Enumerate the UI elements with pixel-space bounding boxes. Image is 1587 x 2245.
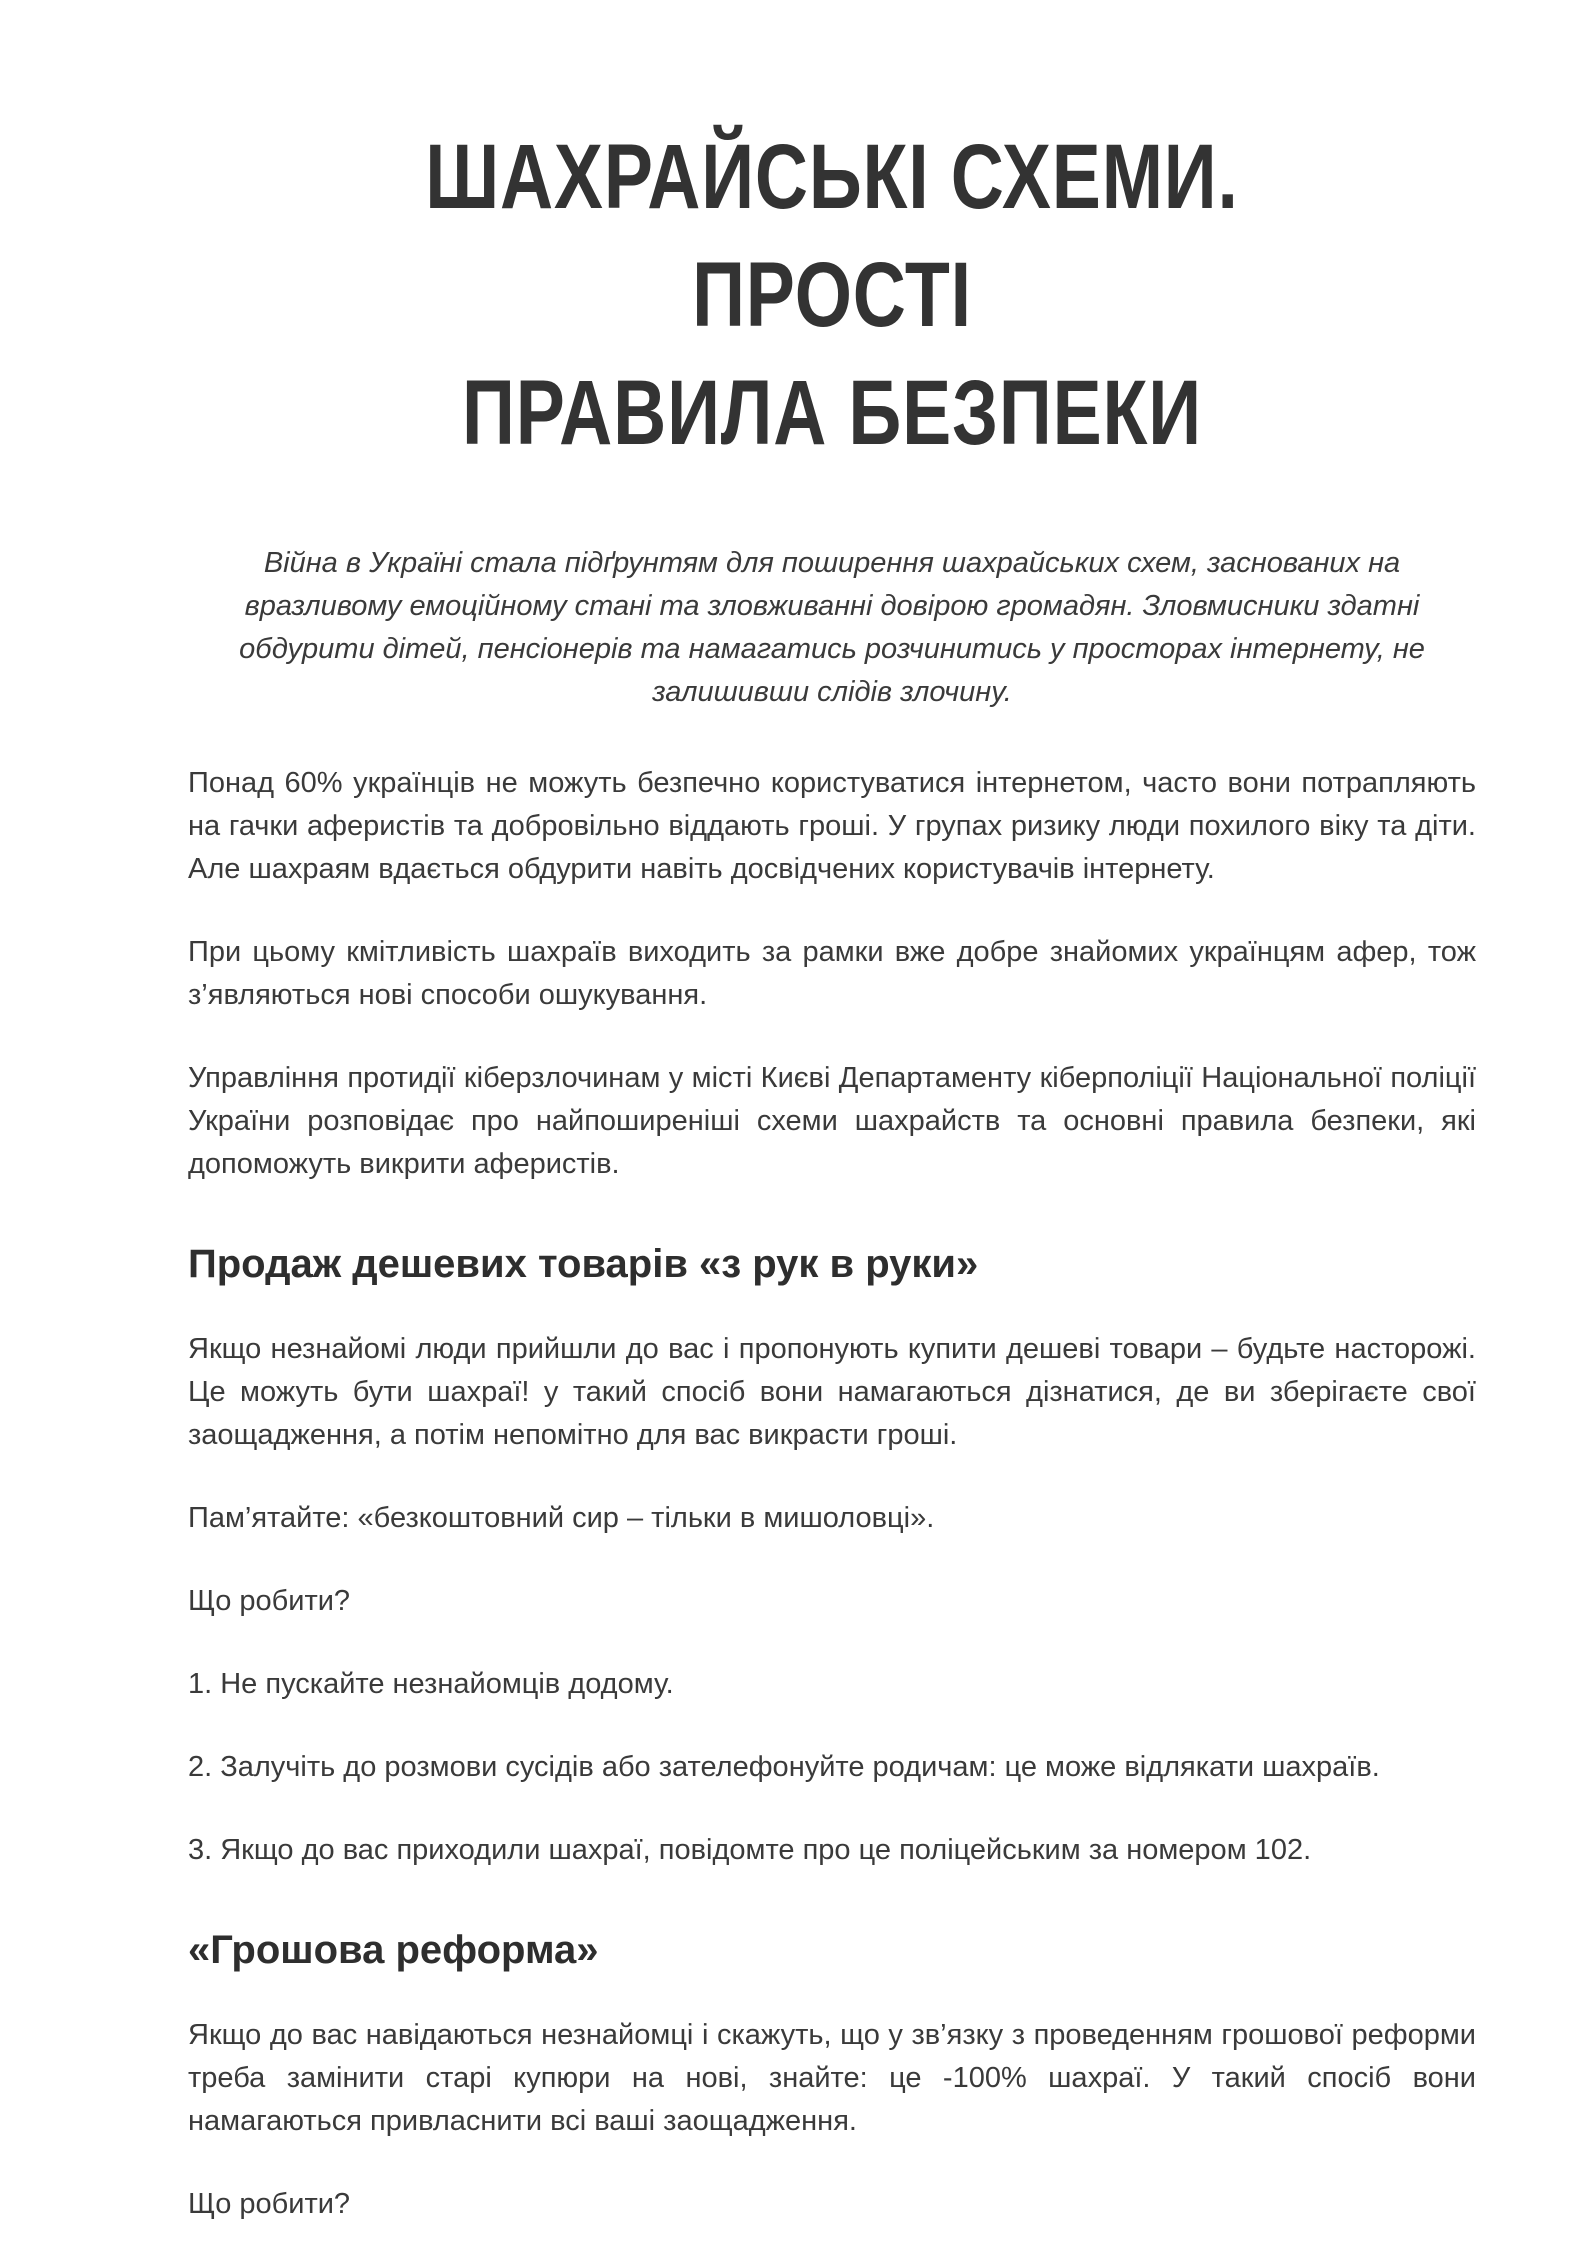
body-paragraph-2: При цьому кмітливість шахраїв виходить за рамки вже добре знайомих українцям афер, тож з’являються нові способи ошукування. xyxy=(188,936,1476,1011)
page-title-line-1: ШАХРАЙСЬКІ СХЕМИ. ПРОСТІ xyxy=(425,126,1239,346)
page-title xyxy=(317,118,1347,472)
body-paragraph-1: Понад 60% українців не можуть безпечно користуватися інтернетом, часто вони потрапляють на гачки аферистів та добровільно віддають гроші. У групах ризику люди похилого віку та діти. Але шахраям вдається обдурити навіть досвідчених користувачів інтернету. xyxy=(188,767,1476,885)
body-paragraph-3: Управління протидії кіберзлочинам у місті Києві Департаменту кіберполіції Національної поліції України розповідає про найпоширеніші схеми шахрайств та основні правила безпеки, які допоможуть викрити аферистів. xyxy=(188,1062,1476,1180)
section-1-text: Якщо незнайомі люди прийшли до вас і пропонують купити дешеві товари – будьте насторожі. Це можуть бути шахраї! у такий спосіб вони намагаються дізнатися, де ви зберігаєте свої заощадження, а потім непомітно для вас викрасти гроші. xyxy=(188,1333,1476,1451)
section-2-text: Якщо до вас навідаються незнайомці і скажуть, що у зв’язку з проведенням грошової реформи треба замінити старі купюри на нові, знайте: це -100% шахраї. У такий спосіб вони намагаються привласнити всі ваші заощадження. xyxy=(188,2019,1476,2137)
section-heading-money-reform: «Грошова реформа» xyxy=(188,1928,599,1972)
page-title-line-2: ПРАВИЛА БЕЗПЕКИ xyxy=(462,362,1202,464)
section-1-step-2: 2. Залучіть до розмови сусідів або зателефонуйте родичам: це може відлякати шахраїв. xyxy=(188,1751,1380,1783)
section-1-remember: Пам’ятайте: «безкоштовний сир – тільки в мишоловці». xyxy=(188,1502,935,1534)
section-1-what-to-do: Що робити? xyxy=(188,1585,351,1617)
section-heading-cheap-goods: Продаж дешевих товарів «з рук в руки» xyxy=(188,1242,979,1286)
intro-paragraph: Війна в Україні стала підґрунтям для поширення шахрайських схем, заснованих на вразливому емоційному стані та зловживанні довірою громадян. Зловмисники здатні обдурити дітей, пенсіонерів та намагатись розчинитись у просторах інтернету, не залишивши слідів злочину. xyxy=(239,547,1425,708)
document-page xyxy=(188,0,1476,2226)
section-1-step-1: 1. Не пускайте незнайомців додому. xyxy=(188,1668,674,1700)
section-1-step-3: 3. Якщо до вас приходили шахраї, повідомте про це поліцейським за номером 102. xyxy=(188,1834,1312,1866)
section-2-what-to-do: Що робити? xyxy=(188,2188,351,2220)
